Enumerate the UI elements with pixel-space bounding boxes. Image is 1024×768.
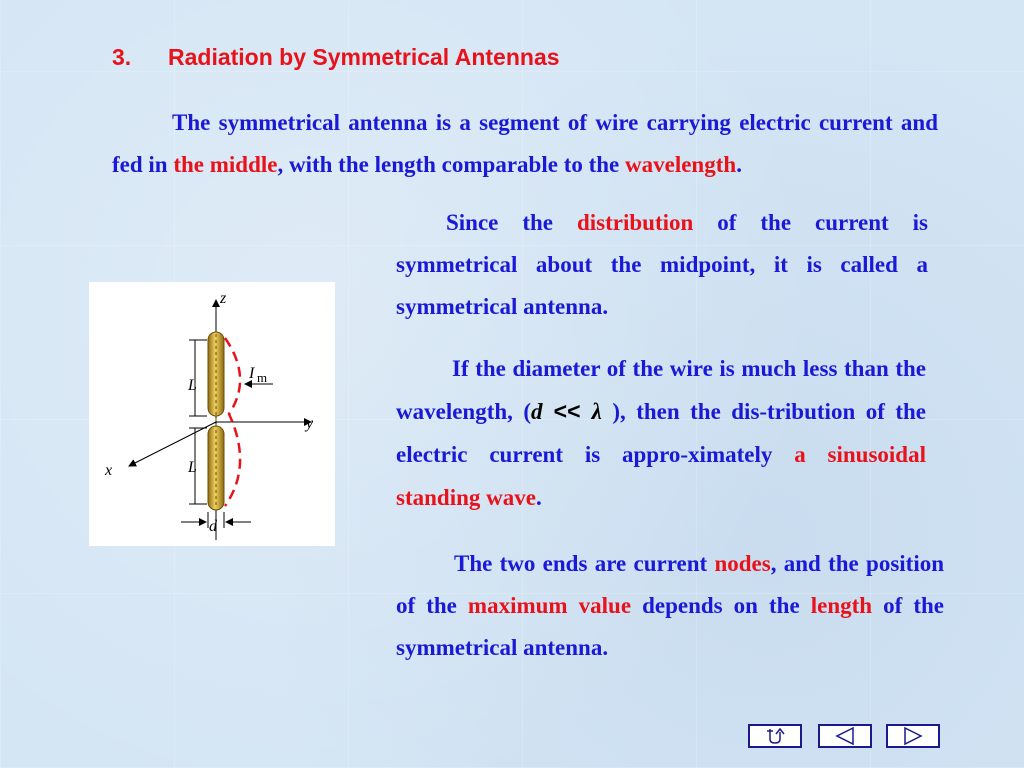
triangle-left-icon — [820, 726, 870, 746]
paragraph-diameter — [396, 347, 926, 519]
paragraph-symmetry — [396, 202, 928, 328]
text-run: If the diameter of the wire is much less than the wavelength, ( — [396, 356, 926, 424]
text-run: ), then the dis-tribution of the electric current is appro-ximately — [396, 399, 926, 467]
text-run: . — [535, 485, 542, 510]
symbol-d: d — [531, 399, 543, 424]
upper-wire — [208, 332, 224, 416]
text-run: Since the — [446, 210, 577, 235]
highlight-length: length — [810, 593, 873, 618]
triangle-right-icon — [888, 726, 938, 746]
section-heading — [112, 44, 560, 71]
label-x: x — [105, 462, 113, 479]
label-L-lower: L — [188, 459, 197, 476]
label-d: d — [209, 518, 217, 535]
text-run: of the symmetrical antenna. — [396, 593, 944, 660]
label-I: I — [249, 365, 255, 382]
text-run: , with the length comparable to the — [277, 152, 626, 177]
previous-slide-button[interactable] — [818, 724, 872, 748]
paragraph-definition — [112, 102, 938, 186]
highlight-the-middle: the middle — [173, 152, 278, 177]
section-title: Radiation by Symmetrical Antennas — [168, 44, 560, 70]
label-L-upper: L — [188, 377, 197, 394]
highlight-distribution: distribution — [576, 210, 694, 235]
x-axis — [129, 422, 216, 466]
text-run: depends on the — [631, 593, 811, 618]
highlight-maximum-value: maximum value — [467, 593, 632, 618]
next-slide-button[interactable] — [886, 724, 940, 748]
text-run: The two ends are current — [454, 551, 715, 576]
highlight-standing-wave: a sinusoidal standing wave — [396, 442, 926, 510]
label-I-subscript: m — [257, 370, 268, 385]
paragraph-nodes — [396, 543, 944, 669]
text-run: . — [736, 152, 742, 177]
symbol-much-less: << — [542, 398, 592, 424]
label-z: z — [220, 290, 227, 307]
text-run: , and the position of the — [396, 551, 945, 618]
text-run: The symmetrical antenna is a segment of wire carrying electric current and fed in — [112, 110, 938, 177]
highlight-nodes: nodes — [714, 551, 771, 576]
highlight-wavelength: wavelength — [625, 152, 737, 177]
label-y: y — [306, 415, 314, 432]
section-number: 3. — [112, 44, 132, 70]
symbol-lambda: λ — [591, 399, 602, 424]
text-run: of the current is symmetrical about the midpoint, it is called a symmetrical antenna. — [396, 210, 928, 319]
return-arrow-icon — [750, 726, 800, 746]
antenna-diagram — [89, 282, 335, 546]
return-button[interactable] — [748, 724, 802, 748]
